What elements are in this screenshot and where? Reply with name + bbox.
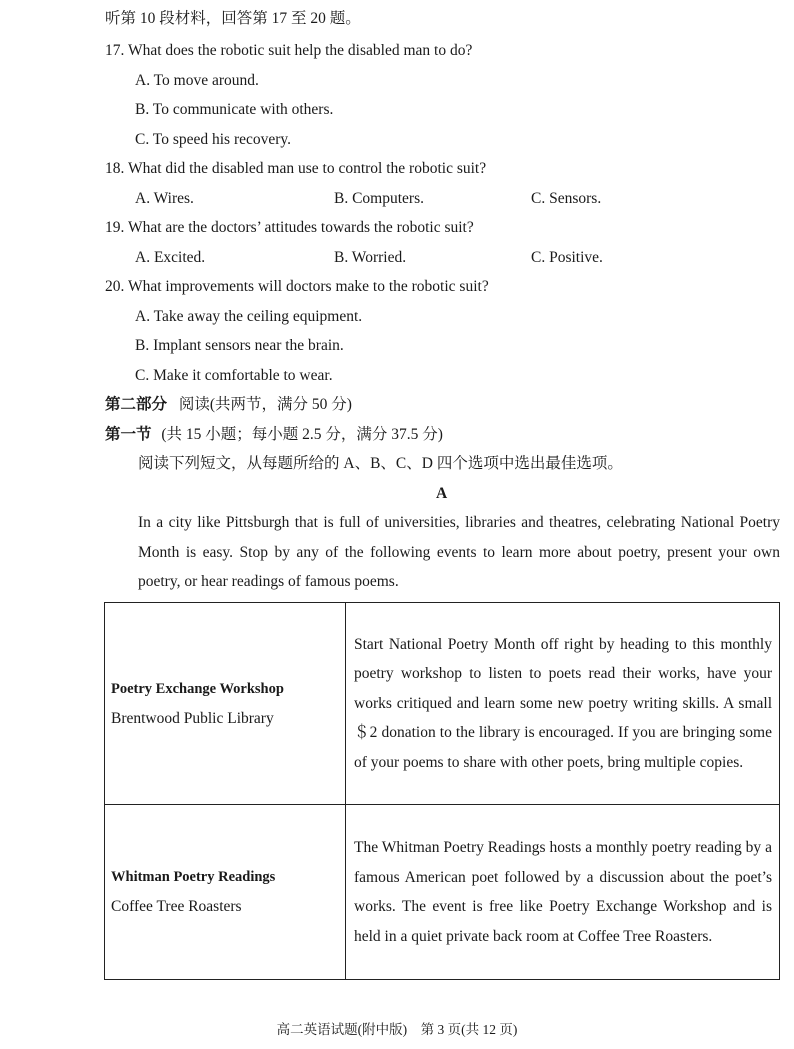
question-19-stem: 19. What are the doctors’ attitudes towards the robotic suit?	[105, 219, 474, 236]
question-20-option-a: A. Take away the ceiling equipment.	[135, 308, 363, 325]
listening-intro: 听第 10 段材料，回答第 17 至 20 题。	[105, 10, 361, 27]
question-17-option-b: B. To communicate with others.	[135, 101, 334, 118]
passage-intro-text: In a city like Pittsburgh that is full of universities, libraries and theatres, celebrating National Poetry Month is easy. Stop by any of the following events to learn more about poetry, present your own poetry, or hear readings of famous poems.	[138, 514, 780, 590]
question-17-stem: 17. What does the robotic suit help the disabled man to do?	[105, 42, 473, 59]
section1-heading	[105, 425, 443, 445]
event-description: The Whitman Poetry Readings hosts a monthly poetry reading by a famous American poet followed by a discussion about the poet’s works. The event is free like Poetry Exchange Workshop and is held in a quiet private back room at Coffee Tree Roasters.	[346, 805, 780, 980]
question-19-option-b: B. Worried.	[334, 249, 407, 266]
events-table	[104, 602, 780, 980]
part2-label: 第二部分	[105, 396, 168, 413]
question-17-option-a: A. To move around.	[135, 72, 259, 89]
question-19-option-a: A. Excited.	[135, 249, 206, 266]
question-17-option-c: C. To speed his recovery.	[135, 131, 292, 148]
event-cell	[105, 805, 346, 980]
event-description: Start National Poetry Month off right by heading to this monthly poetry workshop to listen to poets read their works, have your works critiqued and learn some new poetry writing skills. A small ＄2 donation to the library is encouraged. If you are bringing some of your poems to share with other poets, bring multiple copies.	[346, 603, 780, 805]
event-place: Coffee Tree Roasters	[111, 898, 242, 915]
part2-heading	[105, 395, 352, 415]
section1-title: (共 15 小题；每小题 2.5 分，满分 37.5 分)	[161, 426, 443, 443]
event-name: Whitman Poetry Readings	[111, 869, 276, 885]
section1-label: 第一节	[105, 426, 152, 443]
question-18-stem: 18. What did the disabled man use to control the robotic suit?	[105, 160, 487, 177]
question-20-stem: 20. What improvements will doctors make to the robotic suit?	[105, 278, 489, 295]
table-row	[105, 603, 780, 805]
table-row	[105, 805, 780, 980]
question-20-option-c: C. Make it comfortable to wear.	[135, 367, 333, 384]
event-place: Brentwood Public Library	[111, 709, 274, 727]
part2-title: 阅读(共两节，满分 50 分)	[178, 396, 352, 413]
question-19-option-c: C. Positive.	[531, 249, 603, 266]
page-footer: 高二英语试题(附中版) 第 3 页(共 12 页)	[276, 1022, 518, 1037]
reading-instruction: 阅读下列短文，从每题所给的 A、B、C、D 四个选项中选出最佳选项。	[138, 455, 623, 472]
question-18-option-c: C. Sensors.	[531, 190, 602, 207]
passage-intro	[105, 508, 780, 597]
question-18-option-b: B. Computers.	[334, 190, 424, 207]
question-20-option-b: B. Implant sensors near the brain.	[135, 337, 344, 354]
event-cell	[105, 603, 346, 805]
question-18-option-a: A. Wires.	[135, 190, 194, 207]
event-name: Poetry Exchange Workshop	[111, 680, 284, 697]
passage-letter: A	[436, 485, 448, 502]
